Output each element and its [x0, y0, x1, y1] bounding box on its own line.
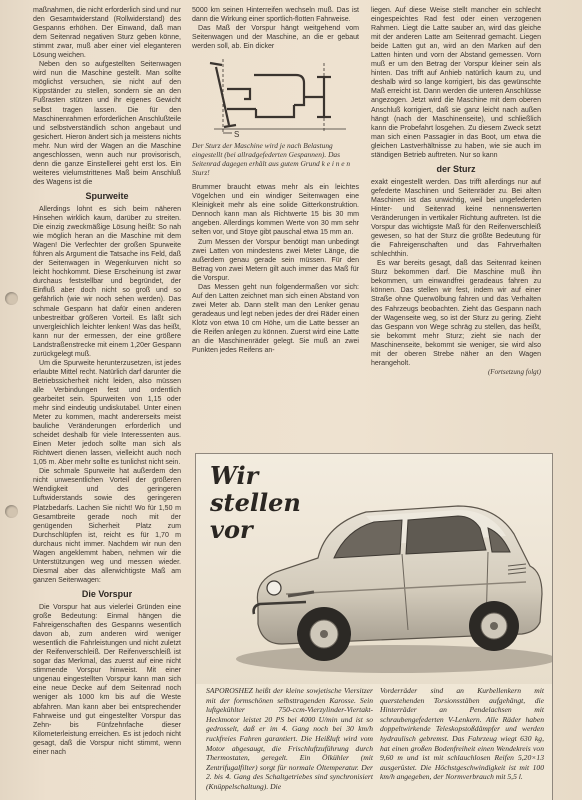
paragraph: Neben den so aufgestellten Seitenwagen wird nun die Maschine gestellt. Man sollte möglichst versuchen, sie nicht auf den Kippständer zu stellen, sondern sie an den Fußrasten stützen und ihr eigenes Gewicht selbst tragen lassen. Die für den Maschinenrahmen erforderlichen Anschlußteile und selbstverständlich schon angebaut und gesichert. Hieron ändert sich ja meistens nichts mehr. Nun wird der Wagen an die Maschine angeschlossen, wenn auch nur provisorisch, denn die ganze Einstellerei geht erst los. Ein weiteres vielumstrittenes Maß beim Anschluß des Wagens ist die — [33, 61, 181, 186]
section-heading-sturz: der Sturz — [436, 163, 476, 174]
paragraph: Allerdings lohnt es sich beim näheren Hinsehen wirklich kaum, darüber zu streiten. Die einzig zweckmäßige Lösung heißt: So nah wie möglich heran an die Maschine mit dem Wagen! Die Verfechter der großen Spurweite führen als Argument die Tatsache ins Feld, daß der Seitenwagen in Wegenkurven nicht so leicht hochkommt. Diese Erscheinung ist zwar durchaus feststellbar und begründet, der Einfluß aber doch nicht so groß und so gefährlich (wie wir noch sehen werden). Das schmale Gespann hat dafür einen anderen unbestreitbar größeren Vorteil. Es läßt sich unvergleichlich leichter lenken! Was das heißt, kann nur der ermessen, der eine größere Landstraßenstrecke mit einem 1,20er Gespann zurückgelegt muß. — [33, 205, 181, 358]
figure-caption: Der Sturz der Maschine wird je nach Belastung eingestellt (bei allradgefederten Gespannen). Das Seitenrad dagegen erhält aus gutem Grund k e i n e n Sturz! — [192, 141, 351, 178]
paragraph: maßnahmen, die nicht erforderlich sind und nur den Gesamtwiderstand (Rollwiderstand) des Gespanns erhöhen. Der Einwand, daß man dem Seitenrad negativen Sturz geben könne, stimmt zwar, muß aber einer viel eleganteren Lösung weichen. — [33, 7, 181, 60]
paragraph: Zum Messen der Vorspur benötigt man unbedingt zwei Latten von mindestens zwei Meter Länge, die außerdem genau gerade sein müssen. Für den Betrag von zwei Metern gilt auch immer das Maß für die Vorspur. — [192, 238, 359, 282]
binder-punch-hole — [5, 505, 18, 518]
camber-diagram — [196, 53, 356, 139]
paragraph: Das Messen geht nun folgendermaßen vor sich: Auf den Latten zeichnet man sich einen Abstand von zwei Meter ab. Dann stellt man den Lenker genau geradeaus und legt neben jedes der drei Räder einen Klotz von etwa 10 cm Höhe, um die Latte besser an die Reifen anlegen zu können. Zuerst wird eine Latte an die Maschinenräder gelegt. Sie muß an zwei Punkten jedes Reifens an- — [192, 283, 359, 355]
paragraph: 5000 km seinen Hinterreifen wechseln muß. Das ist dann die Wirkung einer sportlich-flotten Fahrweise. — [192, 7, 359, 24]
paragraph: Um die Spurweite herunterzusetzen, ist jedes erlaubte Mittel recht. Natürlich darf darunter die Betriebssicherheit nicht leiden, also müssen alle Verbindungen fest und ordentlich gearbeitet sein. Spurweiten von 1,15 oder mehr sind eindeutig undiskutabel. Unter einen Meter zu kommen, macht andererseits meist bauliche Veränderungen erforderlich und scheidet deshalb für viele Interessenten aus. Einen Meter jedoch sollte man sich als Richtwert dienen lassen, vielleicht auch noch 1,05 m. Aber mehr sollte es tunlichst nicht sein. — [33, 359, 181, 467]
feature-text-left: SAPOROSHEZ heißt der kleine sowjetische Viersitzer mit der formschönen selbsttragenden Karosse. Sein luftgekühlter 750-ccm-Vierzylinder-Viertakt-Heckmotor leistet 20 PS bei 4000 U/min und ist so gedrosselt, daß er im 4. Gang noch bei 30 km/h ruckfreies Fahren garantiert. Die Heißluft wird vom Motor abgesaugt, die Frischluftzuführung durch Thermostaten, geregelt. Ein Ölkühler (mit Zentrifugalfilter) sorgt für normale Öltemperatur. Der 2. bis 4. Gang des Schaltgetriebes sind synchronisiert (Knüppelschaltung). Die — [206, 686, 373, 791]
headline-line: vor — [210, 515, 253, 544]
continuation-note: (Fortsetzung folgt) — [487, 367, 541, 376]
headline-line: Wir — [210, 461, 259, 490]
article-column-2 — [192, 6, 359, 355]
paragraph: exakt eingestellt werden. Das trifft allerdings nur auf gefederte Maschinen und Seitenräder zu. Bei alten Maschinen ist das unwichtig, weil bei ungefederten Hinter- und Seitenrad keine nennenswerten Veränderungen in vertikaler Richtung auftreten. Ist die Vorspur das wichtigste Maß für den Reifenverschleiß gewesen, so hat der Sturz die größte Bedeutung für die Fahreigenschaften und das Fahrverhalten schlechthin. — [371, 178, 541, 259]
paragraph: Brummer braucht etwas mehr als ein leichtes Vögelchen und ein windiger Seitenwagen eine Kleinigkeit mehr als eine solide Gitterkonstruktion. Dennoch kann man als Richtwerte 15 bis 30 mm angeben. Allerdings kommen Werte von 30 mm sehr selten vor, und Stoye gibt pauschal etwa 15 mm an. — [192, 184, 359, 237]
paragraph: Die schmale Spurweite hat außerdem den nicht unwesentlichen Vorteil der größeren Wendigkeit und des geringeren Luftwiderstands sowie des geringeren Platzbedarfs. Lachen Sie nicht! Wo für 1,50 m Gesamtbreite gerade noch mit der genügenden Sicherheit Platz zum Durchschlüpfen ist, reicht es für 1,70 m durchaus nicht immer. Nachdem wir nun den Wagen angeklemmt haben, nehmen wir die Unterstützungen weg und messen wieder. Diesmal aber das allerwichtigste Maß am ganzen Seitenwagen: — [33, 468, 181, 584]
feature-headline — [210, 462, 301, 543]
paragraph: Das Maß der Vorspur hängt weitgehend vom Seitenwagen und der Maschine, an die er gebaut werden soll, ab. Ein dicker — [192, 25, 359, 51]
paragraph: Die Vorspur hat aus vielerlei Gründen eine große Bedeutung: Einmal hängen die Fahreigenschaften des Gespanns wesentlich davon ab, zum anderen wird weniger wesentlich die Fahrleistungen und nicht zuletzt der Reifenverschleiß. Der Reifenverschleiß ist sogar das Merkmal, das zuerst auf eine nicht stimmende Vorspur hinweist. Mit einer ungenau eingestellten Vorspur kann man sich eine neue Decke auf dem Seitenrad noch weniger als 1000 km bis auf die Weste abfahren. Man kann aber bei entsprechender Fahrweise und gut eingestellter Vorspur das Zehn- bis Fünfzehnfache dieser Kilometerleistung erreichen. Es ist jedoch nicht gesagt, daß die Vorspur nicht stimmt, wenn einer nach — [33, 604, 181, 756]
feature-text-right: Vorderräder sind an Kurbellenkern mit querstehenden Torsionsstäben aufgehängt, die Hinterräder an Pendelachsen mit schraubengefederten V-Lenkern. Alle Räder haben doppeltwirkende Teleskopstoßdämpfer und werden hydraulisch gebremst. Das Fahrzeug wiegt 630 kg, hat einen großen Bodenfreiheit einen Wendekreis von 9,60 m und ist mit schlauchlosen Reifen 5,20×13 ausgerüstet. Die Höchstgeschwindigkeit ist mit 100 km/h angegeben, der Normverbrauch mit 5,5 l. — [380, 686, 544, 782]
section-heading-vorspur: Die Vorspur — [81, 588, 133, 599]
car-feature-box — [195, 453, 553, 800]
section-heading-spurweite: Spurweite — [85, 190, 129, 201]
paragraph: liegen. Auf diese Weise stellt mancher ein schlecht eingespeichtes Rad fest oder einen verzogenen Rahmen. Liegt die Latte sauber an, wird das gleiche mit der anderen Latte am Seitenrad gemacht. Liegen beide Latten gut an, wird an den Marken auf den Latten hinten und vorn der Abstand gemessen. Vorn muß er um den Betrag der Vorspur kleiner sein als hinten. Das trifft auf Anhieb natürlich kaum zu, und deshalb wird so lange korrigiert, bis das gewünschte Maß erreicht ist. Dann werden die unteren Anschlüsse angezogen. Jetzt wird die Maschine mit dem oberen Anschluß korrigiert, daß sie ganz leicht nach außen hängt (nach der Maschinenseite), und schließlich kann die Probefahrt losgehen. Zu diesem Zweck setzt man sich einen Passagier in das Boot, um etwa die gleichen Lastverhältnisse zu haben, wie sie auch im ständigen Betrieb auftreten. Nur so kann — [371, 7, 541, 159]
article-column-3 — [371, 6, 541, 377]
article-column-1 — [33, 6, 181, 757]
headline-line: stellen — [210, 488, 301, 517]
binder-punch-hole — [5, 292, 18, 305]
camber-label: S — [233, 130, 239, 140]
car-photo — [196, 454, 552, 684]
paragraph: Es war bereits gesagt, daß das Seitenrad keinen Sturz bekommen darf. Die Maschine muß ihn bekommen, um einwandfrei geradeaus fahren zu können. Das stellen wir fest, indem wir auf einer Straße ohne Querwölbung fahren und das Verhalten des Fahrzeugs beobachten. Zieht das Gespann nach der Wagenseite weg, so ist der Sturz zu gering. Zieht das Gespann von Wege schräg zu stellen, das heißt, sie bekommt mehr Sturz; zieht sie nach der Maschinenseite, bekommt sie weniger, sie wird also mit der oberen Strebe näher an den Wagen herangeholt. — [371, 260, 541, 367]
